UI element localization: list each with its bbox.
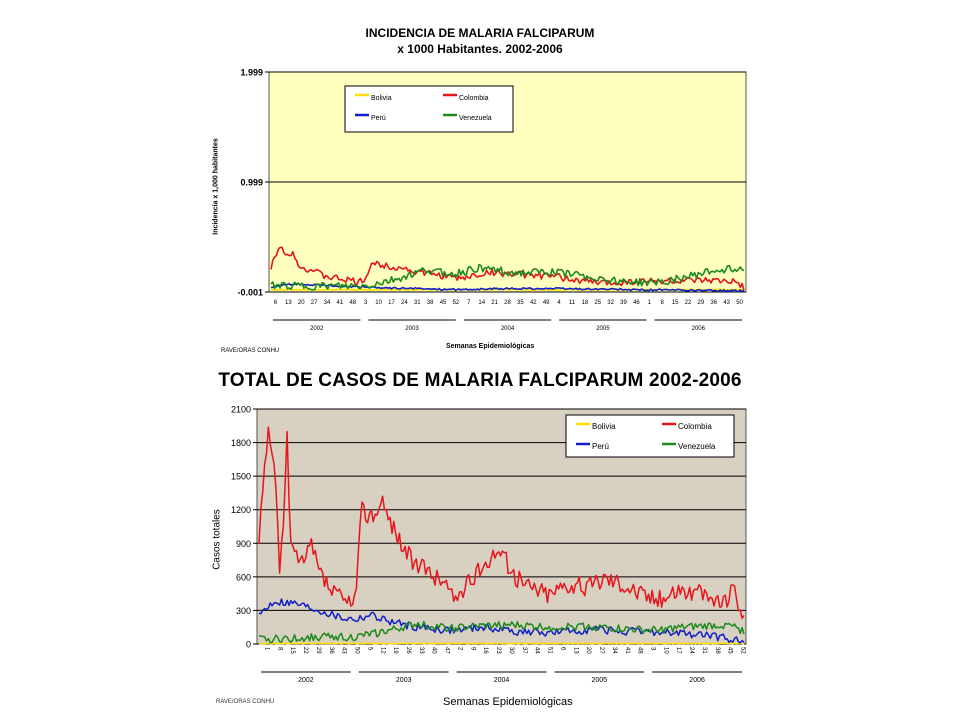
legend-label-colombia: Colombia bbox=[459, 95, 489, 102]
chart1-x-axis-label: Semanas Epidemiológicas bbox=[446, 343, 535, 350]
y-tick-label: 600 bbox=[235, 572, 251, 583]
x-tick-label: 26 bbox=[404, 647, 411, 654]
chart2-title: TOTAL DE CASOS DE MALARIA FALCIPARUM 2002-2006 bbox=[218, 370, 742, 391]
y-tick-label: -0.001 bbox=[237, 287, 263, 298]
legend-label-colombia: Colombia bbox=[678, 422, 712, 431]
x-tick-label: 5 bbox=[366, 647, 373, 651]
x-tick-label: 19 bbox=[392, 647, 399, 654]
y-tick-label: 900 bbox=[235, 538, 251, 549]
chart1-title: INCIDENCIA DE MALARIA FALCIPARUM bbox=[365, 26, 595, 40]
x-tick-label: 22 bbox=[302, 647, 309, 654]
x-tick-label: 35 bbox=[517, 300, 524, 306]
chart2-x-axis-label: Semanas Epidemiológicas bbox=[443, 696, 573, 708]
x-tick-label: 2 bbox=[456, 647, 463, 651]
year-label: 2005 bbox=[591, 677, 608, 684]
x-tick-label: 52 bbox=[739, 647, 746, 654]
x-tick-label: 33 bbox=[417, 647, 424, 654]
x-tick-label: 32 bbox=[607, 300, 614, 306]
x-tick-label: 4 bbox=[557, 300, 561, 306]
x-tick-label: 25 bbox=[594, 300, 602, 306]
x-tick-label: 52 bbox=[452, 300, 460, 306]
x-tick-label: 43 bbox=[340, 647, 347, 654]
x-tick-label: 49 bbox=[542, 300, 550, 306]
x-tick-label: 39 bbox=[620, 300, 627, 306]
year-label: 2004 bbox=[500, 326, 515, 332]
x-tick-label: 24 bbox=[688, 647, 695, 654]
x-tick-label: 45 bbox=[439, 300, 447, 306]
x-tick-label: 1 bbox=[263, 647, 270, 651]
x-tick-label: 29 bbox=[314, 647, 321, 654]
x-tick-label: 43 bbox=[723, 300, 731, 306]
x-tick-label: 6 bbox=[273, 300, 278, 306]
x-tick-label: 50 bbox=[736, 300, 743, 306]
x-tick-label: 3 bbox=[649, 647, 656, 651]
x-tick-label: 8 bbox=[660, 300, 664, 306]
x-tick-label: 13 bbox=[284, 300, 292, 306]
x-tick-label: 18 bbox=[581, 300, 589, 306]
x-tick-label: 48 bbox=[636, 647, 643, 654]
y-tick-label: 1500 bbox=[230, 471, 251, 482]
x-tick-label: 34 bbox=[323, 300, 331, 306]
legend-label-venezuela: Venezuela bbox=[459, 115, 492, 122]
year-label: 2002 bbox=[298, 677, 314, 684]
legend-label-bolivia: Bolivia bbox=[592, 422, 616, 431]
legend-label-venezuela: Venezuela bbox=[678, 442, 716, 451]
year-label: 2004 bbox=[493, 677, 510, 684]
x-tick-label: 36 bbox=[710, 300, 718, 306]
x-tick-label: 17 bbox=[388, 300, 395, 306]
x-tick-label: 15 bbox=[671, 300, 679, 306]
x-tick-label: 24 bbox=[401, 300, 408, 306]
x-tick-label: 12 bbox=[379, 647, 386, 654]
x-tick-label: 47 bbox=[443, 647, 450, 654]
x-tick-label: 23 bbox=[495, 647, 502, 654]
x-tick-label: 20 bbox=[297, 300, 305, 306]
y-tick-label: 2100 bbox=[230, 404, 251, 415]
x-tick-label: 16 bbox=[482, 647, 489, 654]
x-tick-label: 14 bbox=[478, 300, 486, 306]
x-tick-label: 11 bbox=[568, 300, 576, 306]
x-tick-label: 1 bbox=[647, 300, 651, 306]
x-tick-label: 8 bbox=[276, 647, 283, 651]
chart2-source-credit: RAVE/ORAS CONHU bbox=[216, 699, 275, 705]
x-tick-label: 9 bbox=[469, 647, 476, 651]
year-label: 2003 bbox=[405, 326, 419, 332]
y-tick-label: 1800 bbox=[230, 438, 251, 449]
legend-label-peru: Perú bbox=[371, 115, 386, 122]
x-tick-label: 6 bbox=[559, 647, 566, 651]
x-tick-label: 44 bbox=[533, 647, 540, 654]
x-tick-label: 3 bbox=[364, 300, 368, 306]
x-tick-label: 51 bbox=[546, 647, 553, 654]
x-tick-label: 21 bbox=[491, 300, 498, 306]
x-tick-label: 27 bbox=[598, 647, 605, 654]
legend-label-bolivia: Bolivia bbox=[371, 95, 392, 102]
x-tick-label: 7 bbox=[467, 300, 471, 306]
year-label: 2006 bbox=[689, 677, 705, 684]
x-tick-label: 37 bbox=[520, 647, 527, 654]
x-tick-label: 30 bbox=[507, 647, 514, 654]
x-tick-label: 31 bbox=[700, 647, 707, 654]
x-tick-label: 27 bbox=[310, 300, 318, 306]
chart1-source-credit: RAVE/ORAS CONHU bbox=[221, 348, 280, 354]
x-tick-label: 10 bbox=[375, 300, 382, 306]
chart1-y-axis-label: Incidencia x 1,000 habitantes bbox=[212, 138, 220, 235]
x-tick-label: 38 bbox=[713, 647, 720, 654]
x-tick-label: 36 bbox=[327, 647, 334, 654]
x-tick-label: 15 bbox=[289, 647, 296, 654]
y-tick-label: 0.999 bbox=[240, 177, 263, 188]
x-tick-label: 10 bbox=[662, 647, 669, 654]
x-tick-label: 13 bbox=[572, 647, 579, 654]
x-tick-label: 22 bbox=[684, 300, 692, 306]
legend-label-peru: Perú bbox=[592, 442, 609, 451]
y-tick-label: 1.999 bbox=[240, 67, 263, 78]
y-tick-label: 300 bbox=[235, 605, 251, 616]
x-tick-label: 29 bbox=[697, 300, 705, 306]
x-tick-label: 42 bbox=[529, 300, 537, 306]
year-label: 2006 bbox=[691, 326, 705, 332]
series-line-bolivia bbox=[259, 643, 744, 644]
x-tick-label: 41 bbox=[623, 647, 630, 654]
x-tick-label: 40 bbox=[430, 647, 437, 654]
y-tick-label: 0 bbox=[245, 639, 251, 650]
year-label: 2003 bbox=[395, 677, 412, 684]
chart1-subtitle: x 1000 Habitantes. 2002-2006 bbox=[397, 42, 563, 56]
x-tick-label: 50 bbox=[353, 647, 360, 654]
year-label: 2005 bbox=[596, 326, 610, 332]
year-label: 2002 bbox=[310, 326, 324, 332]
x-tick-label: 38 bbox=[426, 300, 434, 306]
x-tick-label: 46 bbox=[633, 300, 640, 306]
chart2-y-axis-label: Casos totales bbox=[211, 509, 223, 570]
x-tick-label: 41 bbox=[336, 300, 344, 306]
x-tick-label: 48 bbox=[349, 300, 357, 306]
x-tick-label: 45 bbox=[726, 647, 733, 654]
x-tick-label: 31 bbox=[413, 300, 421, 306]
y-tick-label: 1200 bbox=[230, 505, 251, 516]
x-tick-label: 17 bbox=[675, 647, 682, 654]
x-tick-label: 34 bbox=[610, 647, 617, 654]
x-tick-label: 20 bbox=[585, 647, 592, 654]
x-tick-label: 28 bbox=[504, 300, 511, 306]
